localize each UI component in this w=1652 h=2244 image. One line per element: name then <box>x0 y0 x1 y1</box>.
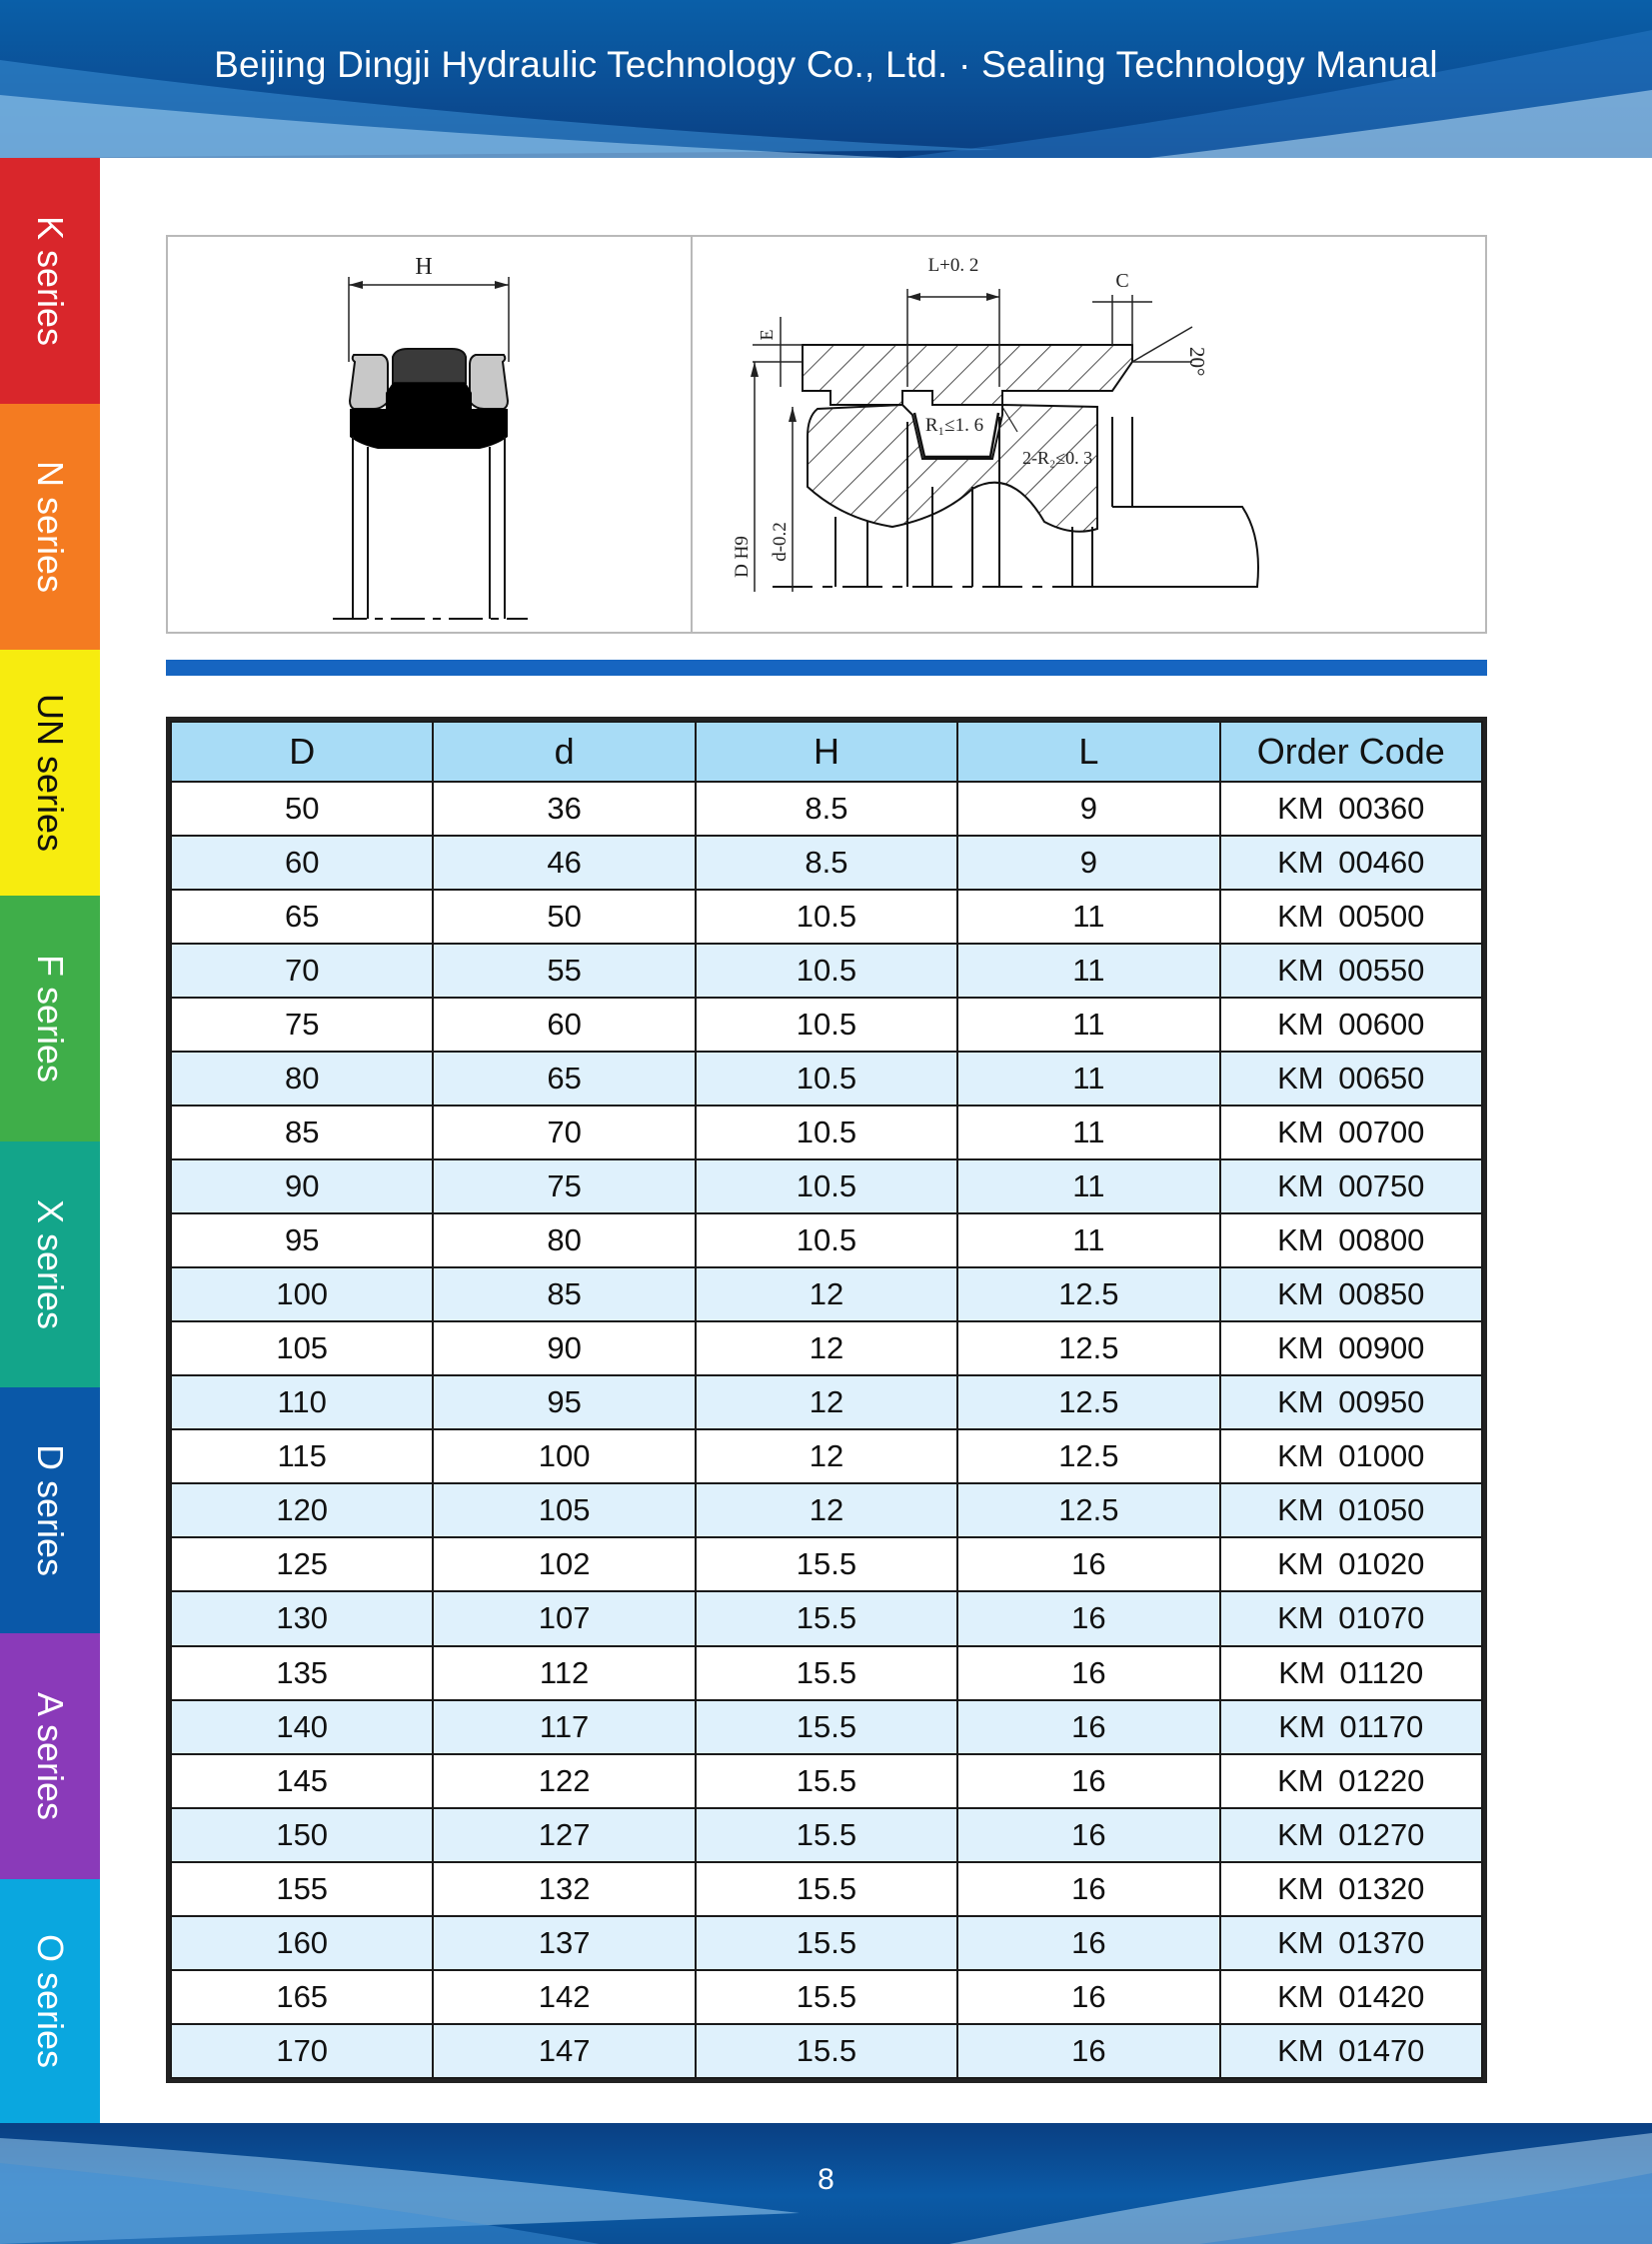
cell-l: 12.5 <box>957 1375 1219 1429</box>
cell-h: 10.5 <box>696 998 957 1052</box>
table-row <box>171 1321 1482 1375</box>
column-header-d-inner: d <box>433 722 695 782</box>
table-row <box>171 890 1482 944</box>
dim-e-label: E <box>757 329 777 341</box>
cell-h: 15.5 <box>696 1537 957 1591</box>
cell-order-code: KM 00360 <box>1220 782 1482 836</box>
cell-d-inner: 80 <box>433 1213 695 1267</box>
cell-order-code: KM 01050 <box>1220 1483 1482 1537</box>
cell-l: 16 <box>957 1916 1219 1970</box>
r1-label: R₁≤1. 6 <box>924 415 984 436</box>
table-row <box>171 1700 1482 1754</box>
cell-l: 9 <box>957 782 1219 836</box>
sidebar-tab-k-series[interactable] <box>0 158 100 404</box>
sidebar-tab-un-series[interactable] <box>0 650 100 896</box>
cell-d-outer: 125 <box>171 1537 433 1591</box>
sidebar-tab-label: O series <box>30 1933 72 2069</box>
cell-d-inner: 122 <box>433 1754 695 1808</box>
cell-d-outer: 135 <box>171 1646 433 1700</box>
cell-order-code: KM 00550 <box>1220 944 1482 998</box>
table-row <box>171 1106 1482 1159</box>
cell-d-outer: 100 <box>171 1267 433 1321</box>
cell-order-code: KM 01420 <box>1220 1970 1482 2024</box>
cell-order-code: KM 01370 <box>1220 1916 1482 1970</box>
dim-d-rod-label: d-0.2 <box>770 522 791 562</box>
cell-l: 12.5 <box>957 1483 1219 1537</box>
table-row <box>171 1862 1482 1916</box>
cell-d-outer: 170 <box>171 2024 433 2078</box>
page-number: 8 <box>818 2163 834 2196</box>
cell-d-inner: 60 <box>433 998 695 1052</box>
cell-d-inner: 112 <box>433 1646 695 1700</box>
column-header-order-code: Order Code <box>1220 722 1482 782</box>
cell-h: 10.5 <box>696 890 957 944</box>
cell-order-code: KM 00460 <box>1220 836 1482 890</box>
sidebar-tab-x-series[interactable] <box>0 1141 100 1387</box>
cell-order-code: KM 00800 <box>1220 1213 1482 1267</box>
cell-d-outer: 95 <box>171 1213 433 1267</box>
cell-d-inner: 107 <box>433 1591 695 1645</box>
groove-installation-drawing <box>693 237 1487 632</box>
cell-d-inner: 95 <box>433 1375 695 1429</box>
cell-d-outer: 70 <box>171 944 433 998</box>
cell-h: 15.5 <box>696 1970 957 2024</box>
column-header-l: L <box>957 722 1219 782</box>
cell-h: 10.5 <box>696 1106 957 1159</box>
cell-h: 15.5 <box>696 1916 957 1970</box>
cell-h: 12 <box>696 1429 957 1483</box>
cell-d-outer: 120 <box>171 1483 433 1537</box>
cell-d-inner: 102 <box>433 1537 695 1591</box>
cell-d-inner: 75 <box>433 1159 695 1213</box>
seal-cross-section-drawing <box>168 237 688 632</box>
sidebar-tab-label: A series <box>30 1691 71 1821</box>
cell-d-outer: 90 <box>171 1159 433 1213</box>
table-row <box>171 1916 1482 1970</box>
cell-l: 11 <box>957 944 1219 998</box>
table-row <box>171 836 1482 890</box>
cell-l: 16 <box>957 1537 1219 1591</box>
cell-l: 12.5 <box>957 1321 1219 1375</box>
cell-order-code: KM 01020 <box>1220 1537 1482 1591</box>
cell-d-outer: 165 <box>171 1970 433 2024</box>
cell-order-code: KM 01120 <box>1220 1646 1482 1700</box>
cell-h: 10.5 <box>696 1159 957 1213</box>
sidebar-tab-d-series[interactable] <box>0 1387 100 1633</box>
table-row <box>171 1052 1482 1106</box>
cell-d-inner: 36 <box>433 782 695 836</box>
cell-d-outer: 75 <box>171 998 433 1052</box>
cell-d-inner: 90 <box>433 1321 695 1375</box>
cell-order-code: KM 01170 <box>1220 1700 1482 1754</box>
series-sidebar <box>0 158 100 2123</box>
cell-order-code: KM 00600 <box>1220 998 1482 1052</box>
table-row <box>171 944 1482 998</box>
cell-order-code: KM 00500 <box>1220 890 1482 944</box>
dim-l-label: L+0. 2 <box>927 255 979 276</box>
cell-order-code: KM 00750 <box>1220 1159 1482 1213</box>
table-row <box>171 1591 1482 1645</box>
cell-order-code: KM 01220 <box>1220 1754 1482 1808</box>
cell-h: 12 <box>696 1267 957 1321</box>
cell-h: 15.5 <box>696 1862 957 1916</box>
cell-l: 12.5 <box>957 1267 1219 1321</box>
cell-d-outer: 80 <box>171 1052 433 1106</box>
table-row <box>171 2024 1482 2078</box>
cell-order-code: KM 01470 <box>1220 2024 1482 2078</box>
cell-order-code: KM 01320 <box>1220 1862 1482 1916</box>
cell-l: 16 <box>957 1862 1219 1916</box>
cell-order-code: KM 00950 <box>1220 1375 1482 1429</box>
sidebar-tab-o-series[interactable] <box>0 1879 100 2123</box>
sidebar-tab-label: N series <box>30 460 71 594</box>
cell-h: 12 <box>696 1375 957 1429</box>
column-header-h: H <box>696 722 957 782</box>
column-header-d-outer: D <box>171 722 433 782</box>
cell-d-outer: 85 <box>171 1106 433 1159</box>
cell-order-code: KM 00650 <box>1220 1052 1482 1106</box>
sidebar-tab-label: K series <box>30 215 72 347</box>
cell-h: 12 <box>696 1483 957 1537</box>
table-row <box>171 782 1482 836</box>
dim-c-label: C <box>1115 270 1129 292</box>
cell-d-outer: 160 <box>171 1916 433 1970</box>
cell-h: 12 <box>696 1321 957 1375</box>
cell-d-inner: 50 <box>433 890 695 944</box>
cell-d-outer: 65 <box>171 890 433 944</box>
cell-order-code: KM 00850 <box>1220 1267 1482 1321</box>
table-header-row <box>171 722 1482 782</box>
seal-drawing-figure <box>166 235 1487 634</box>
sidebar-tab-label: X series <box>30 1198 72 1330</box>
cell-l: 16 <box>957 1591 1219 1645</box>
table-row <box>171 1970 1482 2024</box>
cell-h: 15.5 <box>696 2024 957 2078</box>
cell-order-code: KM 00700 <box>1220 1106 1482 1159</box>
cell-d-inner: 137 <box>433 1916 695 1970</box>
table-row <box>171 1429 1482 1483</box>
page-footer <box>0 2123 1652 2244</box>
table-row <box>171 998 1482 1052</box>
cell-d-outer: 145 <box>171 1754 433 1808</box>
cell-h: 15.5 <box>696 1808 957 1862</box>
cell-l: 16 <box>957 2024 1219 2078</box>
cell-d-outer: 110 <box>171 1375 433 1429</box>
cell-d-inner: 70 <box>433 1106 695 1159</box>
cell-h: 15.5 <box>696 1646 957 1700</box>
table-row <box>171 1537 1482 1591</box>
table-row <box>171 1159 1482 1213</box>
cell-l: 16 <box>957 1646 1219 1700</box>
cell-d-inner: 65 <box>433 1052 695 1106</box>
cell-d-inner: 142 <box>433 1970 695 2024</box>
cell-d-inner: 85 <box>433 1267 695 1321</box>
cell-d-inner: 117 <box>433 1700 695 1754</box>
cell-l: 16 <box>957 1700 1219 1754</box>
cell-l: 12.5 <box>957 1429 1219 1483</box>
cell-l: 9 <box>957 836 1219 890</box>
sidebar-tab-a-series[interactable] <box>0 1633 100 1879</box>
cell-h: 10.5 <box>696 1052 957 1106</box>
cell-d-inner: 147 <box>433 2024 695 2078</box>
table-row <box>171 1483 1482 1537</box>
table-row <box>171 1375 1482 1429</box>
cell-d-inner: 55 <box>433 944 695 998</box>
cell-h: 15.5 <box>696 1700 957 1754</box>
cell-d-outer: 105 <box>171 1321 433 1375</box>
angle-label: 20° <box>1185 347 1209 377</box>
cell-l: 16 <box>957 1970 1219 2024</box>
cell-d-outer: 140 <box>171 1700 433 1754</box>
r2-label: 2-R₂≤0. 3 <box>1022 448 1093 468</box>
cell-l: 11 <box>957 890 1219 944</box>
cell-d-inner: 100 <box>433 1429 695 1483</box>
cell-d-outer: 50 <box>171 782 433 836</box>
cell-l: 11 <box>957 1106 1219 1159</box>
cell-h: 15.5 <box>696 1754 957 1808</box>
page-header <box>0 0 1652 158</box>
cell-l: 16 <box>957 1754 1219 1808</box>
dim-d-bore-label: D H9 <box>732 536 753 578</box>
table-row <box>171 1754 1482 1808</box>
cell-d-outer: 115 <box>171 1429 433 1483</box>
cell-h: 10.5 <box>696 1213 957 1267</box>
cell-h: 8.5 <box>696 836 957 890</box>
cell-d-outer: 155 <box>171 1862 433 1916</box>
sidebar-tab-n-series[interactable] <box>0 404 100 650</box>
table-row <box>171 1808 1482 1862</box>
sidebar-tab-label: F series <box>30 954 71 1084</box>
dim-h-label: H <box>415 254 433 280</box>
cell-h: 15.5 <box>696 1591 957 1645</box>
cell-l: 11 <box>957 1052 1219 1106</box>
cell-order-code: KM 01070 <box>1220 1591 1482 1645</box>
table-row <box>171 1267 1482 1321</box>
cell-d-inner: 132 <box>433 1862 695 1916</box>
sidebar-tab-label: UN series <box>30 693 71 853</box>
cell-d-outer: 60 <box>171 836 433 890</box>
sidebar-tab-f-series[interactable] <box>0 896 100 1141</box>
cell-l: 11 <box>957 1159 1219 1213</box>
cell-d-inner: 105 <box>433 1483 695 1537</box>
cell-d-outer: 130 <box>171 1591 433 1645</box>
cell-order-code: KM 00900 <box>1220 1321 1482 1375</box>
table-row <box>171 1213 1482 1267</box>
cell-order-code: KM 01270 <box>1220 1808 1482 1862</box>
table-row <box>171 1646 1482 1700</box>
cell-l: 11 <box>957 1213 1219 1267</box>
cell-h: 10.5 <box>696 944 957 998</box>
cell-h: 8.5 <box>696 782 957 836</box>
cell-l: 11 <box>957 998 1219 1052</box>
cell-l: 16 <box>957 1808 1219 1862</box>
sidebar-tab-label: D series <box>30 1443 71 1577</box>
section-divider <box>166 660 1487 676</box>
header-title: Beijing Dingji Hydraulic Technology Co., Ltd. · Sealing Technology Manual <box>214 44 1438 85</box>
cell-order-code: KM 01000 <box>1220 1429 1482 1483</box>
dimension-table <box>166 717 1487 2083</box>
cell-d-inner: 46 <box>433 836 695 890</box>
cell-d-outer: 150 <box>171 1808 433 1862</box>
cell-d-inner: 127 <box>433 1808 695 1862</box>
